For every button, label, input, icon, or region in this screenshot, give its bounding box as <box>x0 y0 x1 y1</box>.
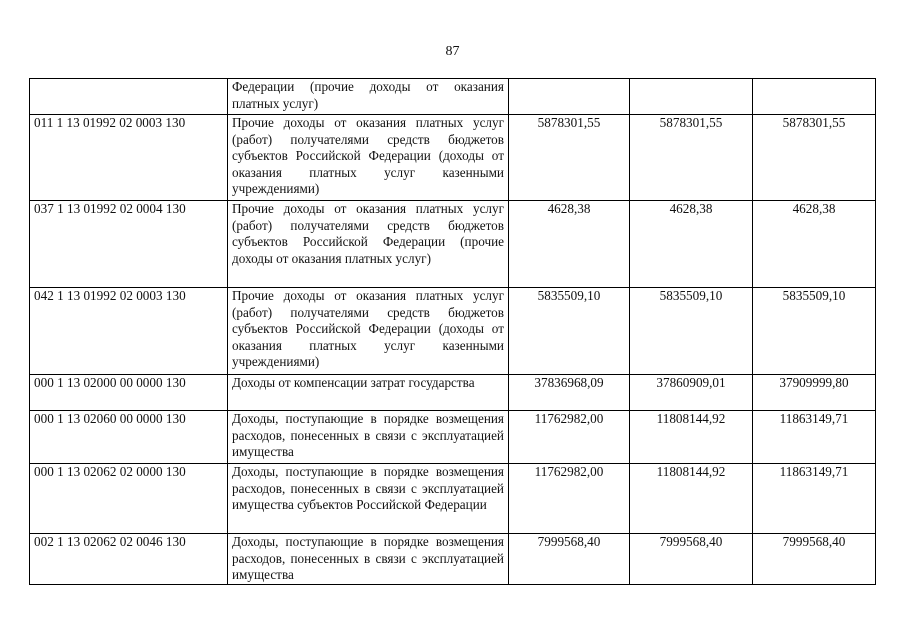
amount-year-2-cell: 7999568,40 <box>630 534 753 585</box>
amount-year-3-cell: 4628,38 <box>753 201 876 288</box>
amount-year-3-cell: 11863149,71 <box>753 411 876 464</box>
amount-year-2-cell <box>630 79 753 115</box>
revenue-code-cell <box>30 79 228 115</box>
amount-year-3-cell: 5835509,10 <box>753 288 876 375</box>
revenue-code-cell: 000 1 13 02062 02 0000 130 <box>30 464 228 534</box>
amount-year-1-cell: 7999568,40 <box>509 534 630 585</box>
amount-year-3-cell: 7999568,40 <box>753 534 876 585</box>
table-row <box>30 464 876 534</box>
revenue-code-cell: 000 1 13 02000 00 0000 130 <box>30 375 228 411</box>
revenue-name-cell: Доходы от компенсации затрат государства <box>228 375 509 411</box>
revenue-name-cell: Прочие доходы от оказания платных услуг (работ) получателями средств бюджетов субъектов Российской Федерации (доходы от оказания платных услуг казенными учреждениями) <box>228 115 509 201</box>
amount-year-1-cell <box>509 79 630 115</box>
table-row <box>30 375 876 411</box>
amount-year-2-cell: 37860909,01 <box>630 375 753 411</box>
amount-year-1-cell: 5835509,10 <box>509 288 630 375</box>
amount-year-1-cell: 37836968,09 <box>509 375 630 411</box>
amount-year-3-cell: 11863149,71 <box>753 464 876 534</box>
amount-year-2-cell: 11808144,92 <box>630 411 753 464</box>
table-row <box>30 288 876 375</box>
table-row <box>30 115 876 201</box>
revenue-name-cell: Прочие доходы от оказания платных услуг (работ) получателями средств бюджетов субъектов Российской Федерации (прочие доходы от оказания платных услуг) <box>228 201 509 288</box>
revenue-name-cell: Доходы, поступающие в порядке возмещения расходов, понесенных в связи с эксплуатацией имущества <box>228 411 509 464</box>
amount-year-3-cell: 37909999,80 <box>753 375 876 411</box>
revenue-name-cell: Федерации (прочие доходы от оказания платных услуг) <box>228 79 509 115</box>
page-number: 87 <box>445 44 460 59</box>
revenue-code-cell: 042 1 13 01992 02 0003 130 <box>30 288 228 375</box>
amount-year-1-cell: 11762982,00 <box>509 411 630 464</box>
revenue-name-cell: Доходы, поступающие в порядке возмещения расходов, понесенных в связи с эксплуатацией имущества субъектов Российской Федерации <box>228 464 509 534</box>
amount-year-1-cell: 4628,38 <box>509 201 630 288</box>
table-row <box>30 411 876 464</box>
table-row <box>30 534 876 585</box>
amount-year-1-cell: 11762982,00 <box>509 464 630 534</box>
amount-year-3-cell: 5878301,55 <box>753 115 876 201</box>
revenue-code-cell: 002 1 13 02062 02 0046 130 <box>30 534 228 585</box>
amount-year-2-cell: 5835509,10 <box>630 288 753 375</box>
revenue-code-cell: 037 1 13 01992 02 0004 130 <box>30 201 228 288</box>
table-row <box>30 79 876 115</box>
revenue-code-cell: 000 1 13 02060 00 0000 130 <box>30 411 228 464</box>
revenue-name-cell: Прочие доходы от оказания платных услуг (работ) получателями средств бюджетов субъектов Российской Федерации (доходы от оказания платных услуг казенными учреждениями) <box>228 288 509 375</box>
amount-year-2-cell: 5878301,55 <box>630 115 753 201</box>
amount-year-2-cell: 11808144,92 <box>630 464 753 534</box>
revenue-name-cell <box>228 534 509 585</box>
revenue-name-text: Доходы, поступающие в порядке возмещения расходов, понесенных в связи с эксплуатацией имущества <box>232 534 504 582</box>
amount-year-1-cell: 5878301,55 <box>509 115 630 201</box>
budget-revenue-table <box>29 78 876 585</box>
amount-year-2-cell: 4628,38 <box>630 201 753 288</box>
table-row <box>30 201 876 288</box>
amount-year-3-cell <box>753 79 876 115</box>
revenue-code-cell: 011 1 13 01992 02 0003 130 <box>30 115 228 201</box>
